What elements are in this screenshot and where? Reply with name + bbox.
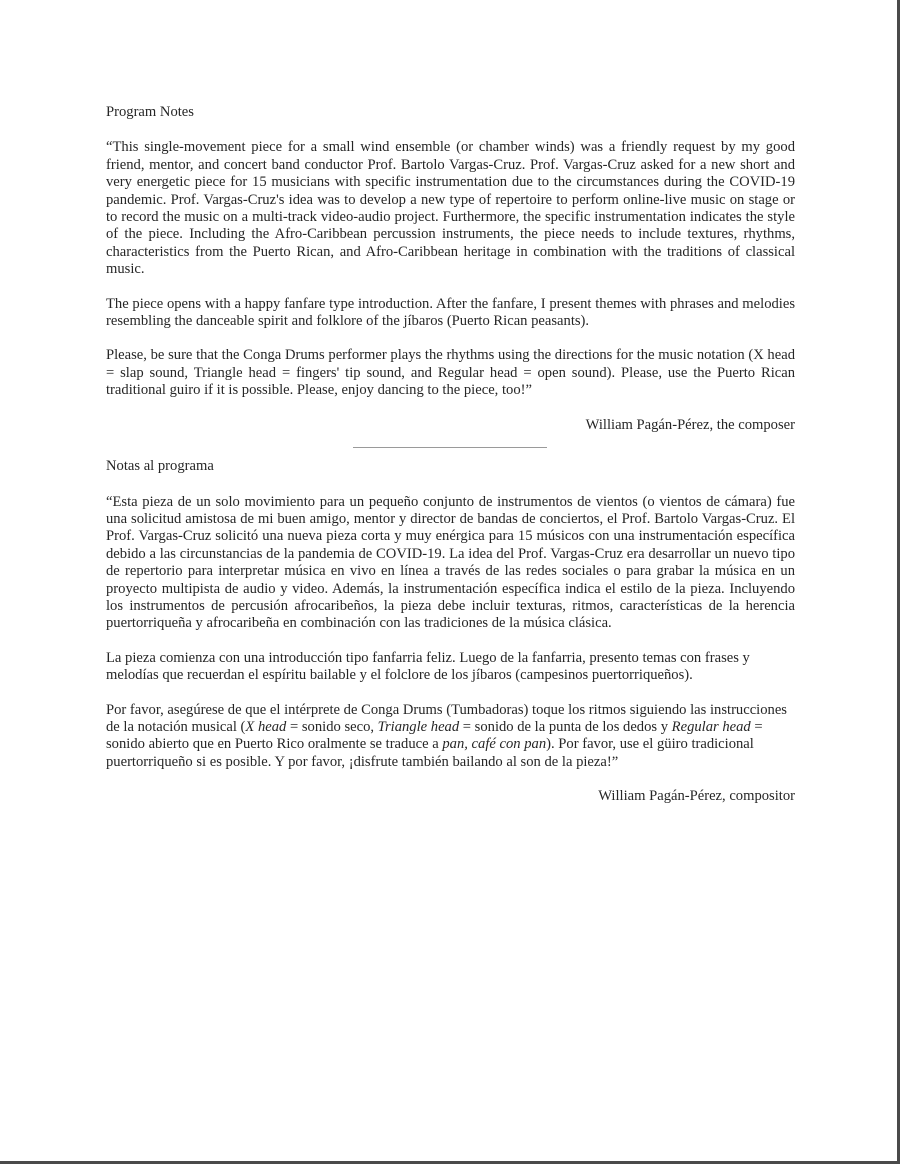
pan-cafe-con-pan-phrase: pan, café con pan <box>442 736 547 753</box>
triangle-head-term: Triangle head <box>377 718 460 735</box>
spanish-p3-text-2: = sonido seco, <box>286 718 378 735</box>
spanish-paragraph-2: La pieza comienza con una introducción tipo fanfarria feliz. Luego de la fanfarria, presento temas con frases y melodías que recuerdan el espíritu bailable y el folclore de los jíbaros (campesinos puertorriqueños). <box>106 649 750 684</box>
section-divider <box>353 447 547 448</box>
spanish-p3-text-4: = sonido abierto que en Puerto Rico oralmente se traduce a <box>106 718 763 753</box>
spanish-p3-text-3: = sonido de la punta de los dedos y <box>459 718 672 735</box>
program-notes-heading: Program Notes <box>106 104 194 120</box>
english-signature: William Pagán-Pérez, the composer <box>585 416 795 433</box>
spanish-paragraph-1: “Esta pieza de un solo movimiento para un pequeño conjunto de instrumentos de vientos (o vientos de cámara) fue una solicitud amistosa de mi buen amigo, mentor y director de bandas de conciertos, el Prof. Bartolo Vargas-Cruz. El Prof. Vargas-Cruz solicitó una nueva pieza corta y muy enérgica para 15 músicos con una instrumentación específica debido a las circunstancias de la pandemia de COVID-19. La idea del Prof. Vargas-Cruz era desarrollar un nuevo tipo de repertorio para interpretar música en vivo en línea a través de las redes sociales o para grabar la música en un proyecto multipista de audio y video. Además, la instrumentación específica indica el estilo de la pieza. Incluyendo los instrumentos de percusión afrocaribeños, la pieza debe incluir texturas, ritmos, características de la herencia puertorriqueña y afrocaribeña en combinación con las tradiciones de la música clásica. <box>106 493 795 632</box>
english-paragraph-3: Please, be sure that the Conga Drums performer plays the rhythms using the directions for the music notation (X head = slap sound, Triangle head = fingers' tip sound, and Regular head = open sound). Please, use the Puerto Rican traditional guiro if it is possible. Please, enjoy dancing to the piece, too!” <box>106 347 795 399</box>
spanish-signature: William Pagán-Pérez, compositor <box>598 788 795 805</box>
document-content <box>106 104 795 806</box>
x-head-term: X head <box>245 718 287 735</box>
english-paragraph-1: “This single-movement piece for a small wind ensemble (or chamber winds) was a friendly request by my good friend, mentor, and concert band conductor Prof. Bartolo Vargas-Cruz. Prof. Vargas-Cruz asked for a new short and very energetic piece for 15 musicians with specific instrumentation due to the circumstances during the COVID-19 pandemic. Prof. Vargas-Cruz's idea was to develop a new type of repertoire to perform online-live music on stage or to record the music on a multi-track video-audio project. Furthermore, the specific instrumentation indicates the style of the piece. Including the Afro-Caribbean percussion instruments, the piece needs to include textures, rhythms, characteristics from the Puerto Rican, and Afro-Caribbean heritage in combination with the traditions of classical music. <box>106 139 795 278</box>
spanish-paragraph-3 <box>106 702 795 772</box>
spanish-p3-text-5: ). Por favor, use el güiro tradicional puertorriqueño si es posible. Y por favor, ¡disfrute también bailando al son de la pieza!” <box>106 736 754 770</box>
spanish-p3-text-1: Por favor, asegúrese de que el intérprete de Conga Drums (Tumbadoras) toque los ritmos siguiendo las instrucciones de la notación musical ( <box>106 701 787 735</box>
notas-al-programa-heading: Notas al programa <box>106 458 214 475</box>
english-paragraph-2: The piece opens with a happy fanfare type introduction. After the fanfare, I present themes with phrases and melodies resembling the danceable spirit and folklore of the jíbaros (Puerto Rican peasants). <box>106 295 795 330</box>
regular-head-term: Regular head <box>671 718 751 735</box>
